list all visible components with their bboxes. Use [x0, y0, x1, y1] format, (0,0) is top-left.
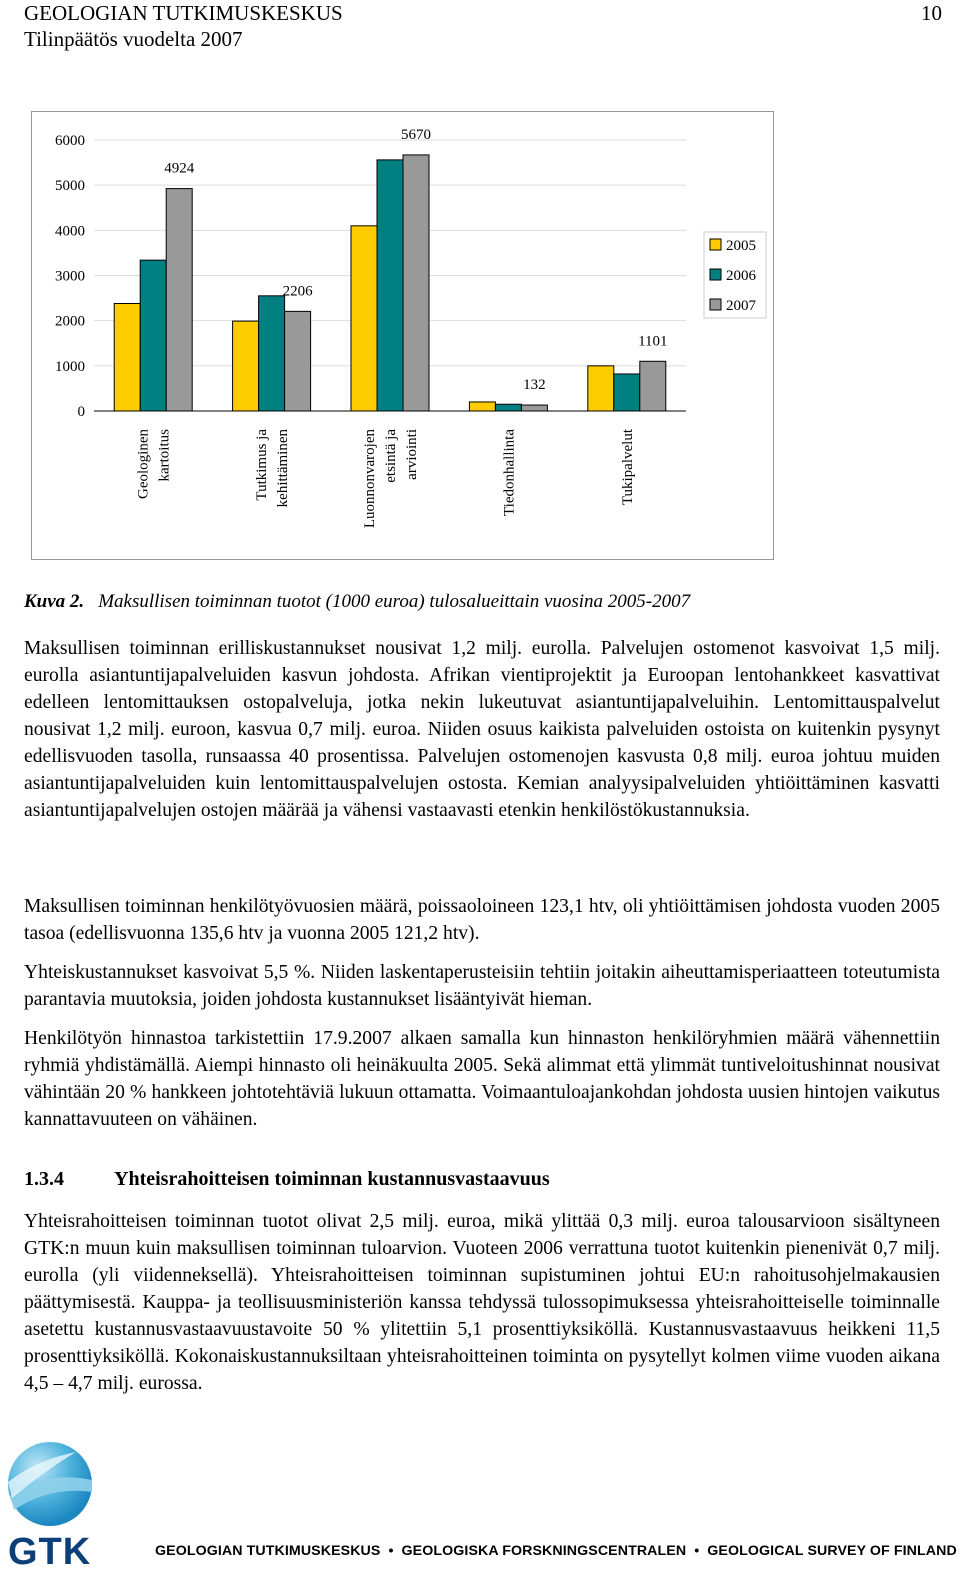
data-label: 132 [523, 377, 546, 394]
x-category-label: arviointi [404, 429, 420, 480]
y-tick-label: 4000 [55, 223, 85, 240]
gtk-logo [6, 1440, 146, 1570]
bar [377, 160, 403, 411]
x-category-label: Luonnonvarojen [362, 429, 378, 529]
y-tick-label: 5000 [55, 178, 85, 195]
data-label: 5670 [401, 126, 431, 143]
page-header [24, 0, 343, 52]
legend-swatch [710, 299, 721, 310]
y-tick-label: 1000 [55, 358, 85, 375]
bar [259, 296, 285, 411]
bar [521, 405, 547, 411]
footer-name-en: GEOLOGICAL SURVEY OF FINLAND [707, 1543, 957, 1559]
bar [640, 361, 666, 411]
section-number: 1.3.4 [24, 1168, 64, 1190]
footer-separator: • [694, 1543, 700, 1559]
legend-swatch [710, 269, 721, 280]
section-paragraph: Yhteisrahoitteisen toiminnan tuotot olivat 2,5 milj. euroa, mikä ylittää 0,3 milj. euroa talousarvioon sisältyneen GTK:n muun kuin maksullisen toiminnan tuloarvion. Vuoteen 2006 verrattuna tuotot kuitenkin pienenivät 0,7 milj. eurolla (yli viidenneksellä). Yhteisrahoitteisen toiminnan supistuminen johtui EU:n rahoitusohjelmakausien päättymisestä. Kauppa- ja teollisuusministeriön kanssa tehdyssä tulossopimuksessa yhteisrahoitteiselle toiminnalle asetettu kustannusvastaavuustavoite 50 % ylitettiin 5,1 prosenttiyksiköllä. Kustannusvastaavuus heikkeni 11,5 prosenttiyksiköllä. Kokonaiskustannuksiltaan yhteisrahoitteinen toiminta on pysytellyt kolmen viime vuoden aikana 4,5 – 4,7 milj. eurossa. [24, 1211, 940, 1394]
legend-label: 2006 [726, 268, 756, 284]
y-tick-label: 0 [77, 404, 85, 420]
x-category-label: kartoitus [156, 429, 173, 482]
x-category-label: kehittäminen [275, 429, 292, 508]
figure-caption [24, 591, 690, 613]
paragraph-3: Yhteiskustannukset kasvoivat 5,5 %. Niiden laskentaperusteisiin tehtiin joitakin aiheuttamisperiaatteen toteutumista parantavia muutoksia, joiden johdosta kustannukset lisääntyivät hieman. [24, 962, 940, 1010]
footer-separator: • [388, 1543, 394, 1559]
y-tick-label: 6000 [55, 133, 85, 149]
x-category-label: Tutkimus ja [254, 429, 271, 501]
data-label: 2206 [282, 283, 313, 300]
logo-text: GTK [8, 1531, 92, 1570]
x-category-label: Tiedonhallinta [501, 429, 518, 516]
paragraph-4: Henkilötyön hinnastoa tarkistettiin 17.9.2007 alkaen samalla kun hinnaston henkilöryhmien määrä vähennettiin ryhmiä yhdistämällä. Aiempi hinnasto oli heinäkuulta 2005. Sekä alimmat että ylimmät tuntiveloitushinnat nousivat vähintään 20 % hankkeen johtotehtäviä lukuun ottamatta. Voimaantuloajankohdan johdosta uusien hintojen vaikutus kannattavuuteen on vähäinen. [24, 1028, 940, 1130]
bar [351, 226, 377, 411]
paragraph-2: Maksullisen toiminnan henkilötyövuosien määrä, poissaoloineen 123,1 htv, oli yhtiöittämisen johdosta vuoden 2005 tasoa (edellisvuonna 135,6 htv ja vuonna 2005 121,2 htv). [24, 896, 940, 944]
section-heading [24, 1168, 550, 1191]
y-tick-label: 3000 [55, 268, 85, 285]
section-title: Yhteisrahoitteisen toiminnan kustannusvastaavuus [114, 1168, 550, 1190]
paragraph-1: Maksullisen toiminnan erilliskustannukset nousivat 1,2 milj. eurolla. Palvelujen ostomenot kasvoivat 1,5 milj. eurolla asiantuntijapalveluiden kasvun johdosta. Afrikan vientiprojektit ja Euroopan lentohankkeet kasvattivat edelleen lentomittauksen ostopalveluja, jotka nekin lukeutuvat asiantuntijapalveluihin. Lentomittauspalvelut nousivat 1,2 milj. euroon, kasvua 0,7 milj. euroa. Niiden osuus kaikista palveluiden ostoista on kuitenkin pysynyt edellisvuoden tasolla, runsaassa 40 prosentissa. Palvelujen ostomenojen kasvusta 0,8 milj. euroa johtuu muiden asiantuntijapalveluiden kuin lentomittauspalvelujen ostosta. Kemian analyysipalveluiden yhtiöittäminen kasvatti asiantuntijapalvelujen ostojen määrää ja vähensi vastaavasti etenkin henkilöstökustannuksia. [24, 638, 940, 821]
bar [140, 260, 166, 411]
header-subtitle: Tilinpäätös vuodelta 2007 [24, 27, 243, 51]
page-number: 10 [921, 1, 942, 25]
bar [614, 374, 640, 411]
y-tick-label: 2000 [55, 313, 85, 330]
x-category-label: etsintä ja [383, 429, 399, 483]
bar [114, 304, 140, 411]
data-label: 1101 [638, 333, 668, 350]
bar [495, 404, 521, 411]
data-label: 4924 [164, 160, 195, 177]
caption-label: Kuva 2. [24, 591, 85, 612]
caption-text: Maksullisen toiminnan tuotot (1000 euroa) tulosalueittain vuosina 2005-2007 [98, 591, 691, 612]
x-category-label: Tukipalvelut [619, 429, 636, 506]
legend-label: 2007 [726, 298, 756, 314]
x-category-label: Geologinen [135, 429, 152, 499]
bar [285, 311, 311, 411]
bar [233, 321, 259, 411]
footer-name-fi: GEOLOGIAN TUTKIMUSKESKUS [155, 1543, 381, 1559]
revenue-bar-chart [31, 111, 775, 561]
bar [588, 366, 614, 411]
bar [166, 189, 192, 411]
legend-swatch [710, 239, 721, 250]
bar [403, 155, 429, 411]
legend-label: 2005 [726, 238, 756, 254]
bar [469, 402, 495, 411]
header-org: GEOLOGIAN TUTKIMUSKESKUS [24, 1, 343, 25]
footer-organization-names [155, 1543, 957, 1559]
footer-name-sv: GEOLOGISKA FORSKNINGSCENTRALEN [401, 1543, 687, 1559]
